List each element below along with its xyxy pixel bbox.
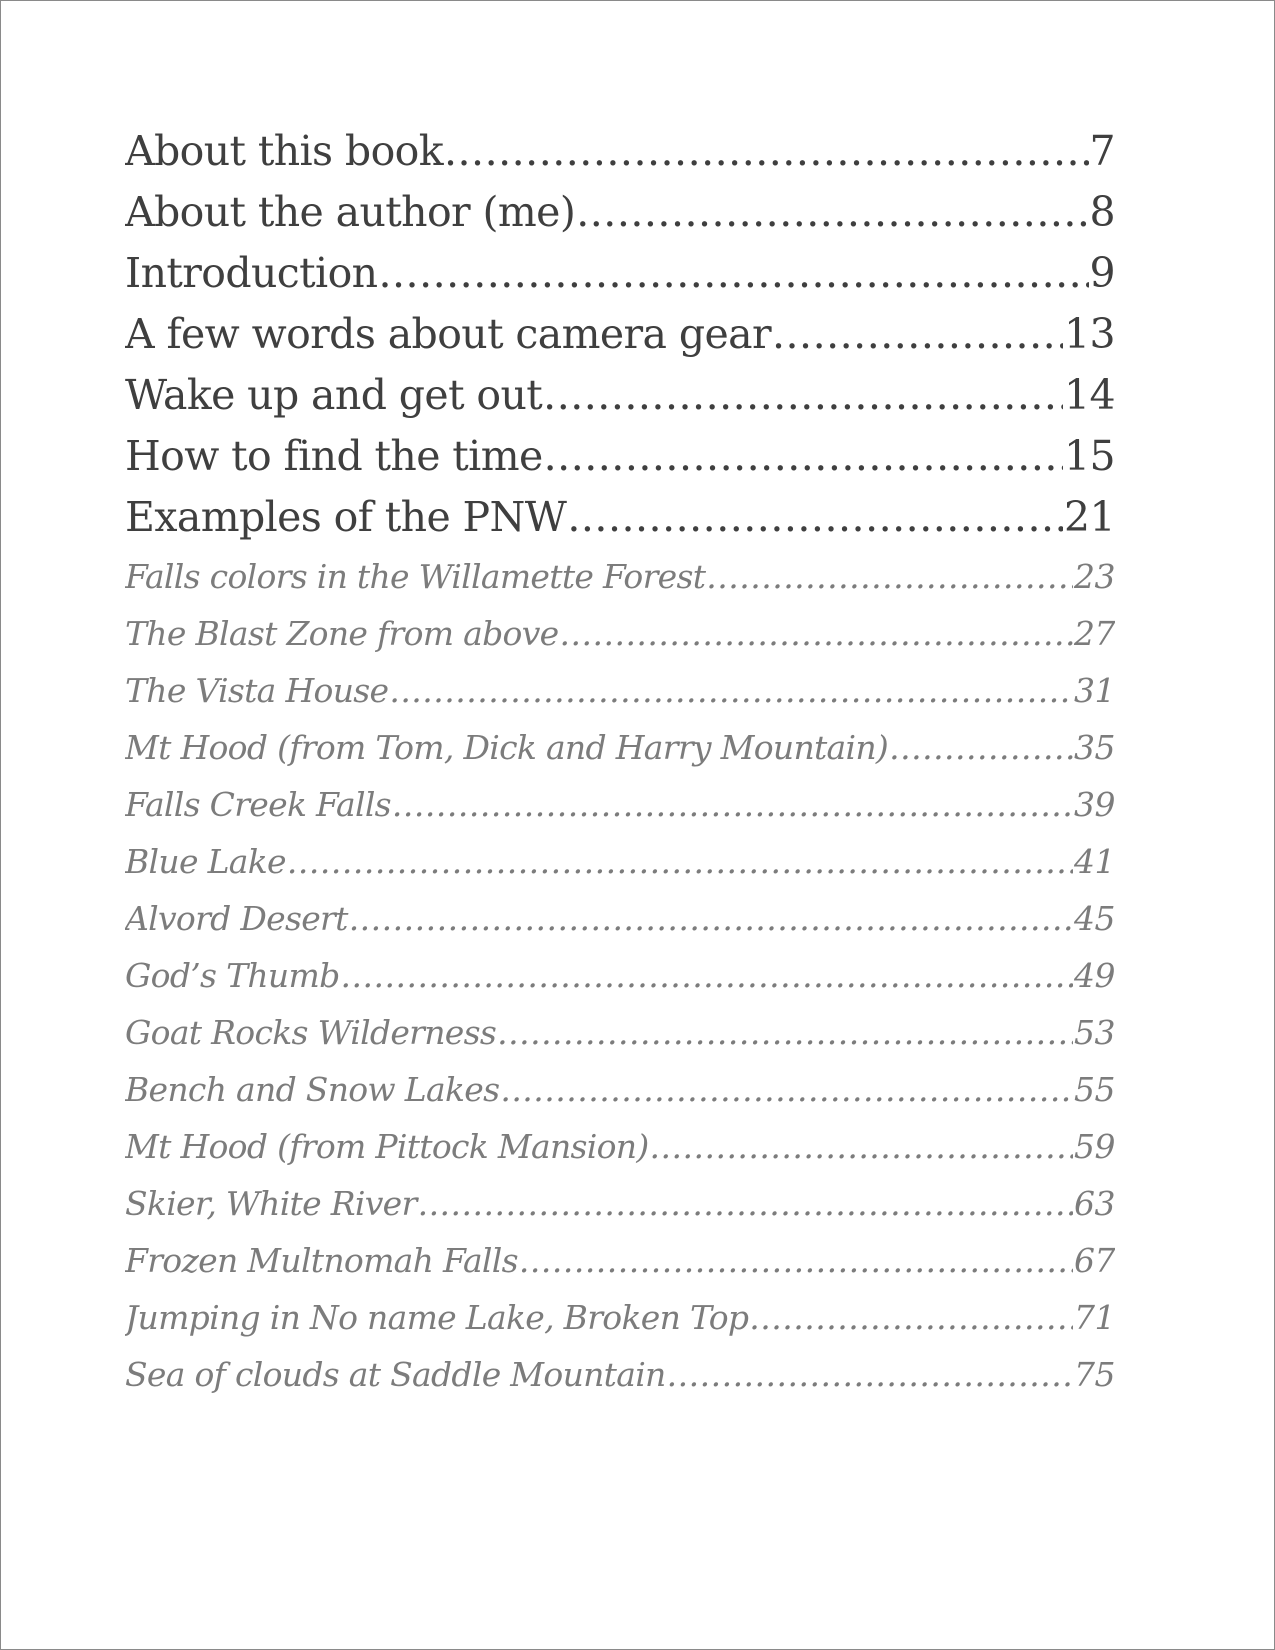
toc-page-number: 8: [1089, 188, 1115, 236]
toc-leader-dots: [341, 947, 1073, 1004]
toc-subentry-title: Mt Hood (from Tom, Dick and Harry Mountain): [125, 728, 889, 767]
toc-entry: [125, 121, 1115, 182]
toc-subentry: [125, 1232, 1115, 1289]
toc-page-number: 41: [1074, 842, 1115, 881]
toc-leader-dots: [418, 1175, 1073, 1232]
toc-page-number: 7: [1089, 127, 1115, 175]
toc-subentry: [125, 833, 1115, 890]
toc-subentry-title: Jumping in No name Lake, Broken Top: [125, 1298, 749, 1337]
toc-subentry: [125, 1346, 1115, 1403]
toc-subentry-title: Falls Creek Falls: [125, 785, 391, 824]
toc-leader-dots: [287, 833, 1073, 890]
toc-subentry: [125, 605, 1115, 662]
toc-page-number: 71: [1074, 1298, 1115, 1337]
toc-entry-title: About the author (me): [125, 188, 576, 236]
toc-subentry-title: Frozen Multnomah Falls: [125, 1241, 518, 1280]
toc-leader-dots: [576, 182, 1088, 243]
toc-leader-dots: [706, 548, 1073, 605]
toc-page-number: 14: [1064, 371, 1115, 419]
toc-subentry: [125, 776, 1115, 833]
toc-page-number: 13: [1064, 310, 1115, 358]
toc-page-number: 55: [1074, 1070, 1115, 1109]
toc-page-number: 45: [1074, 899, 1115, 938]
toc-subentry: [125, 548, 1115, 605]
toc-page-number: 35: [1074, 728, 1115, 767]
toc-subentry: [125, 1061, 1115, 1118]
toc-entry-title: Wake up and get out: [125, 371, 543, 419]
toc-leader-dots: [389, 662, 1073, 719]
toc-leader-dots: [500, 1061, 1073, 1118]
toc-subentry-title: Alvord Desert: [125, 899, 348, 938]
toc-page-number: 15: [1064, 432, 1115, 480]
toc-page-number: 31: [1074, 671, 1115, 710]
toc-page-number: 75: [1074, 1355, 1115, 1394]
toc-subentry-title: Mt Hood (from Pittock Mansion): [125, 1127, 649, 1166]
toc-page-number: 63: [1074, 1184, 1115, 1223]
toc-leader-dots: [560, 605, 1074, 662]
toc-entry: [125, 487, 1115, 548]
toc-leader-dots: [444, 121, 1089, 182]
toc-leader-dots: [544, 426, 1063, 487]
toc-entry: [125, 243, 1115, 304]
toc-entry: [125, 182, 1115, 243]
toc-subentry-title: Falls colors in the Willamette Forest: [125, 557, 706, 596]
toc-leader-dots: [543, 365, 1063, 426]
toc-page-number: 23: [1074, 557, 1115, 596]
toc-entry-title: About this book: [125, 127, 443, 175]
toc-leader-dots: [378, 243, 1088, 304]
toc-subentry-title: Skier, White River: [125, 1184, 417, 1223]
toc-leader-dots: [749, 1289, 1073, 1346]
toc-page-number: 67: [1074, 1241, 1115, 1280]
toc-page-number: 27: [1074, 614, 1115, 653]
table-of-contents: [125, 121, 1115, 1403]
toc-subentry-title: Bench and Snow Lakes: [125, 1070, 500, 1109]
toc-entry-title: How to find the time: [125, 432, 543, 480]
toc-subentry-title: The Blast Zone from above: [125, 614, 559, 653]
toc-page-number: 49: [1074, 956, 1115, 995]
toc-page-number: 59: [1074, 1127, 1115, 1166]
toc-subentry: [125, 947, 1115, 1004]
toc-subentry-title: Blue Lake: [125, 842, 286, 881]
toc-page-number: 9: [1089, 249, 1115, 297]
toc-leader-dots: [667, 1346, 1073, 1403]
toc-page-number: 53: [1074, 1013, 1115, 1052]
toc-leader-dots: [650, 1118, 1073, 1175]
toc-leader-dots: [519, 1232, 1073, 1289]
toc-leader-dots: [349, 890, 1073, 947]
toc-leader-dots: [772, 304, 1063, 365]
toc-subentry-title: God’s Thumb: [125, 956, 340, 995]
toc-subentry: [125, 662, 1115, 719]
toc-leader-dots: [392, 776, 1073, 833]
toc-entry-title: Examples of the PNW: [125, 493, 567, 541]
toc-subentry: [125, 1175, 1115, 1232]
toc-subentry-title: Sea of clouds at Saddle Mountain: [125, 1355, 666, 1394]
toc-subentry-title: Goat Rocks Wilderness: [125, 1013, 497, 1052]
toc-page-number: 39: [1074, 785, 1115, 824]
toc-page-number: 21: [1064, 493, 1115, 541]
toc-subentry: [125, 1289, 1115, 1346]
toc-leader-dots: [889, 719, 1073, 776]
toc-entry: [125, 365, 1115, 426]
toc-subentry: [125, 1118, 1115, 1175]
toc-leader-dots: [497, 1004, 1073, 1061]
toc-subentry: [125, 890, 1115, 947]
toc-subentry-title: The Vista House: [125, 671, 389, 710]
toc-subentry: [125, 719, 1115, 776]
toc-leader-dots: [567, 487, 1063, 548]
toc-subentry: [125, 1004, 1115, 1061]
toc-entry: [125, 426, 1115, 487]
toc-entry: [125, 304, 1115, 365]
toc-entry-title: Introduction: [125, 249, 378, 297]
toc-entry-title: A few words about camera gear: [125, 310, 771, 358]
